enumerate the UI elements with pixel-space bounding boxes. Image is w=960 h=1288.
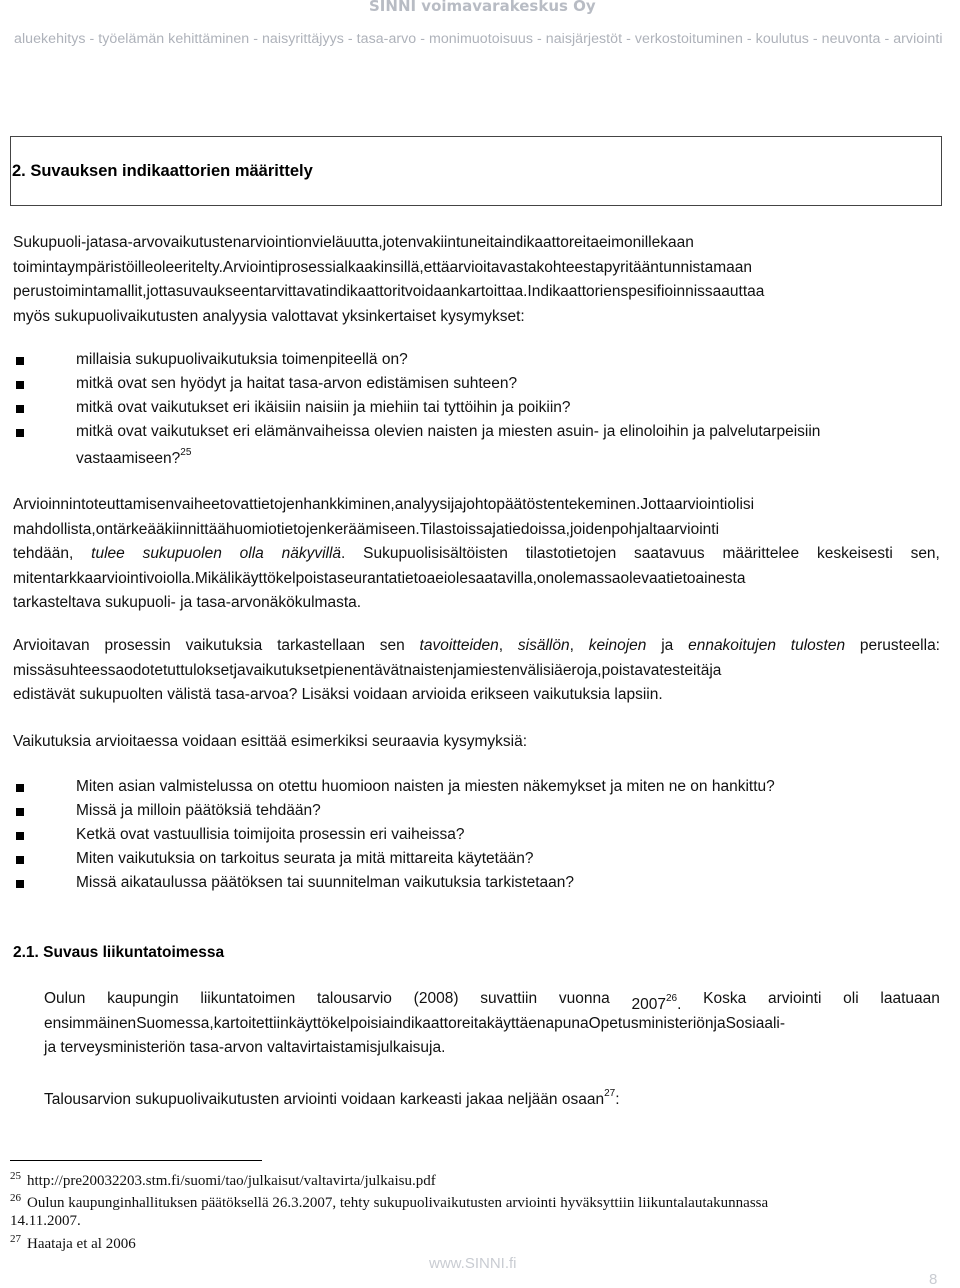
- bullet-square-icon: [16, 381, 24, 389]
- subsection-line-2: ensimmäinenSuomessa,kartoitettiinkäyttökelpoisiaindikaattoreitakäyttäenapunaOpetusministeriönjaSosiaali-: [44, 1014, 786, 1032]
- process-line-1: Arvioitavan prosessin vaikutuksia tarkastellaan sen tavoitteiden, sisällön, keinojen ja ennakoitujen tulosten perusteella:: [13, 637, 940, 654]
- footnote-25: $^{25}$ http://pre20032203.stm.fi/suomi/tao/julkaisut/valtavirta/julkaisu.pdf: [10, 1170, 436, 1189]
- footer-url[interactable]: www.SINNI.fi: [429, 1255, 517, 1272]
- intro-paragraph: [13, 231, 940, 329]
- footnote-26: $^{26}$ Oulun kaupunginhallituksen päätöksellä 26.3.2007, tehty sukupuolivaikutusten arviointi hyväksyttiin liikuntalautakunnassa: [10, 1192, 769, 1211]
- footnote-ref-26[interactable]: 26: [665, 993, 678, 1004]
- subsection-line-3: ja terveysministeriön tasa-arvon valtavirtaistamisjulkaisuja.: [44, 1039, 446, 1056]
- footnote-ref-27[interactable]: 27: [604, 1088, 616, 1099]
- intro-line-3: perustoimintamallit,jottasuvaukseentarvittavatindikaattoritvoidaankartoittaa.Indikaattorienspesifioinnissaauttaa: [13, 283, 765, 300]
- footnote-ref-25[interactable]: 25: [180, 447, 192, 458]
- bullet-square-icon: [16, 832, 24, 840]
- subsection-title: 2.1. Suvaus liikuntatoimessa: [13, 944, 225, 961]
- bullet-square-icon: [16, 405, 24, 413]
- intro-line-1: Sukupuoli-jatasa-arvovaikutustenarviointionvieläuutta,jotenvakiintuneitaindikaattoreitaeimonillekaan: [13, 234, 694, 251]
- intro-line-4: myös sukupuolivaikutusten analyysia valottavat yksinkertaiset kysymykset:: [13, 307, 525, 325]
- bullet-square-icon: [16, 880, 24, 888]
- bullet-square-icon: [16, 808, 24, 816]
- intro-line-2: toimintaympäristöilleoleeritelty.Arviointiprosessialkaakinsillä,ettäarvioitavastakohteestapyritääntunnistamaan: [13, 258, 752, 276]
- subsection-paragraph-1: [44, 987, 940, 1061]
- footnote-link[interactable]: http://pre20032203.stm.fi/suomi/tao/julkaisut/valtavirta/julkaisu.pdf: [27, 1173, 436, 1189]
- subsection-paragraph-2: Talousarvion sukupuolivaikutusten arviointi voidaan karkeasti jakaa neljään osaan$^{27}$:: [44, 1088, 620, 1108]
- footnote-26-continued: 14.11.2007.: [10, 1213, 81, 1229]
- subsection-line-1: Oulun kaupungin liikuntatoimen talousarvio (2008) suvattiin vuonna 2007$^{26}$. Koska arviointi oli laatuaan: [44, 990, 940, 1013]
- bullet-square-icon: [16, 357, 24, 365]
- assessment-line-3: tehdään, tulee sukupuolen olla näkyvillä. Sukupuolisisältöisten tilastotietojen saatavuus määrittelee keskeisesti sen,: [13, 545, 940, 562]
- page-number: 8: [929, 1271, 938, 1288]
- assessment-line-5: tarkasteltava sukupuoli- ja tasa-arvonäkökulmasta.: [13, 594, 362, 611]
- assessment-paragraph: [13, 493, 940, 616]
- process-paragraph: [13, 634, 940, 708]
- process-line-3: edistävät sukupuolten välistä tasa-arvoa? Lisäksi voidaan arvioida erikseen vaikutuksia lapsiin.: [13, 686, 663, 703]
- assessment-line-4: mitentarkkaarviointivoiolla.Mikälikäyttökelpoistaseurantatietoaeiolesaatavilla,onolemassaolevaatietoainesta: [13, 569, 746, 587]
- assessment-line-2: mahdollista,ontärkeääkiinnittäähuomiotietojenkeräämiseen.Tilastoissajatiedoissa,joidenpohjaltaarviointi: [13, 520, 720, 538]
- assessment-line-1: Arvioinnintoteuttamisenvaiheetovattietojenhankkiminen,analyysijajohtopäätöstentekeminen.Jottaarviointiolisi: [13, 496, 755, 513]
- footnote-divider: [10, 1160, 262, 1161]
- header-service-list: aluekehitys - työelämän kehittäminen - naisyrittäjyys - tasa-arvo - monimuotoisuus - naisjärjestöt - verkostoituminen - koulutus - neuvonta - arviointi: [14, 31, 943, 47]
- section-title: 2. Suvauksen indikaattorien määrittely: [12, 162, 313, 180]
- process-line-2: missäsuhteessaodotetuttuloksetjavaikutuksetpienentävätnaistenjamiestenvälisiäeroja,poistavatesteitäja: [13, 661, 722, 679]
- footnote-27: $^{27}$ Haataja et al 2006: [10, 1233, 136, 1252]
- bullet-square-icon: [16, 784, 24, 792]
- questions-intro: Vaikutuksia arvioitaessa voidaan esittää esimerkiksi seuraavia kysymyksiä:: [13, 733, 528, 750]
- bullet-square-icon: [16, 856, 24, 864]
- bullet-square-icon: [16, 429, 24, 437]
